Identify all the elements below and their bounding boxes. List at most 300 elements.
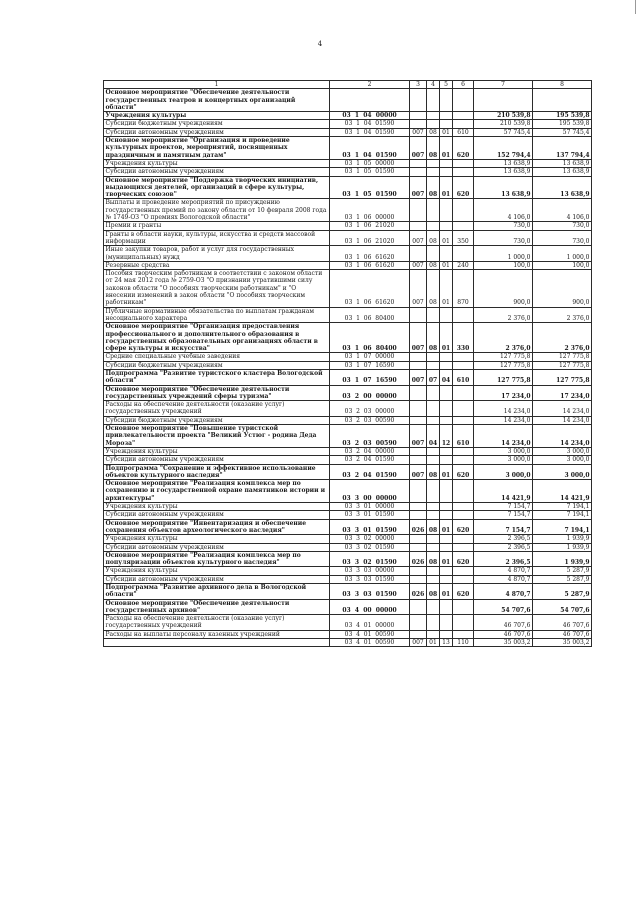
row-value7-cell: 127 775,8 <box>474 369 533 385</box>
row-code-cell <box>330 575 410 583</box>
row-col4-cell <box>427 361 440 369</box>
budget-table <box>103 80 592 647</box>
code-part: 03 <box>344 535 353 543</box>
row-value7-cell: 13 638,9 <box>474 168 533 176</box>
row-col6-cell <box>453 89 474 112</box>
row-name-cell: Основное мероприятие "Обеспечение деятельности государственных учреждений сферы туризма" <box>104 385 330 401</box>
row-col6-cell <box>453 543 474 551</box>
row-col3-cell: 026 <box>410 551 427 567</box>
table-row <box>104 222 592 230</box>
row-name-cell: Расходы на обеспечение деятельности (оказание услуг) государственных учреждений <box>104 615 330 631</box>
row-value8-cell: 137 794,4 <box>533 137 592 160</box>
row-value7-cell: 100,0 <box>474 261 533 269</box>
row-code-cell <box>330 511 410 519</box>
code-part: 3 <box>356 575 360 583</box>
code-part: 03 <box>363 591 372 599</box>
row-col6-cell: 610 <box>453 369 474 385</box>
row-col5-cell <box>440 567 453 575</box>
row-value8-cell: 127 775,8 <box>533 369 592 385</box>
code-part: 05 <box>363 191 372 199</box>
code-part: 01590 <box>375 151 397 159</box>
row-col3-cell: 007 <box>410 464 427 480</box>
code-part: 80400 <box>375 314 395 322</box>
row-name-cell: Учреждения культуры <box>104 112 330 120</box>
row-col4-cell <box>427 246 440 262</box>
row-code-cell <box>330 615 410 631</box>
row-name-cell: Расходы на обеспечение деятельности (оказание услуг) государственных учреждений <box>104 401 330 417</box>
table-row <box>104 615 592 631</box>
row-col5-cell <box>440 535 453 543</box>
table-row <box>104 89 592 112</box>
row-value7-cell: 54 707,6 <box>474 599 533 615</box>
code-part: 06 <box>363 253 372 261</box>
row-col6-cell: 620 <box>453 464 474 480</box>
table-row <box>104 543 592 551</box>
row-value8-cell: 13 638,9 <box>533 168 592 176</box>
code-part: 06 <box>363 299 372 307</box>
row-col5-cell: 01 <box>440 551 453 567</box>
code-part: 1 <box>356 361 360 369</box>
code-part: 4 <box>354 606 360 614</box>
row-value7-cell: 13 638,9 <box>474 176 533 199</box>
row-col5-cell <box>440 503 453 511</box>
row-col5-cell: 01 <box>440 176 453 199</box>
row-col6-cell: 620 <box>453 176 474 199</box>
row-col3-cell <box>410 447 427 455</box>
row-code-cell <box>330 503 410 511</box>
code-part: 2 <box>354 439 360 447</box>
code-part: 03 <box>344 639 353 647</box>
row-col5-cell <box>440 361 453 369</box>
code-part: 03 <box>344 622 353 630</box>
row-name-cell: Субсидии автономным учреждениям <box>104 575 330 583</box>
row-col4-cell <box>427 307 440 323</box>
row-col3-cell: 007 <box>410 639 427 647</box>
code-part: 3 <box>354 559 360 567</box>
code-part: 00590 <box>375 639 395 647</box>
row-col6-cell <box>453 307 474 323</box>
row-value7-cell: 730,0 <box>474 222 533 230</box>
row-value7-cell: 7 154,7 <box>474 503 533 511</box>
code-part: 03 <box>344 128 353 136</box>
code-part: 07 <box>363 377 372 385</box>
table-row <box>104 575 592 583</box>
row-code-cell <box>330 639 410 647</box>
row-code-cell <box>330 159 410 167</box>
row-col5-cell: 04 <box>440 369 453 385</box>
code-part: 01 <box>363 630 372 638</box>
row-col5-cell: 01 <box>440 270 453 307</box>
row-name-cell: Подпрограмма "Сохранение и эффективное использование объектов культурного наследия" <box>104 464 330 480</box>
row-name-cell: Публичные нормативные обязательства по выплатам гражданам несоциального характера <box>104 307 330 323</box>
row-col5-cell <box>440 480 453 503</box>
row-value8-cell: 14 234,0 <box>533 401 592 417</box>
row-col5-cell <box>440 543 453 551</box>
code-part: 03 <box>363 408 372 416</box>
row-col5-cell: 01 <box>440 128 453 136</box>
row-value8-cell: 195 539,8 <box>533 112 592 120</box>
row-col3-cell: 007 <box>410 176 427 199</box>
row-value8-cell: 127 775,8 <box>533 361 592 369</box>
code-part: 3 <box>356 511 360 519</box>
row-col5-cell <box>440 456 453 464</box>
row-col4-cell <box>427 120 440 128</box>
row-value7-cell: 900,0 <box>474 270 533 307</box>
code-part: 03 <box>344 222 353 230</box>
row-col3-cell <box>410 456 427 464</box>
row-name-cell: Основное мероприятие "Организация и проведение культурных проектов, мероприятий, посвященных праздничным и памятным датам" <box>104 137 330 160</box>
row-col4-cell: 01 <box>427 639 440 647</box>
code-part: 03 <box>342 191 351 199</box>
row-name-cell: Субсидии бюджетным учреждениям <box>104 120 330 128</box>
row-col5-cell <box>440 401 453 417</box>
row-col4-cell <box>427 89 440 112</box>
code-part: 06 <box>363 261 372 269</box>
code-part: 1 <box>356 128 360 136</box>
row-value7-cell: 127 775,8 <box>474 361 533 369</box>
row-col4-cell <box>427 535 440 543</box>
row-col5-cell: 01 <box>440 519 453 535</box>
row-col4-cell <box>427 199 440 222</box>
row-value8-cell: 4 106,0 <box>533 199 592 222</box>
table-row <box>104 199 592 222</box>
row-value7-cell: 4 870,7 <box>474 567 533 575</box>
row-name-cell: Субсидии автономным учреждениям <box>104 168 330 176</box>
row-col5-cell: 13 <box>440 639 453 647</box>
code-part: 2 <box>354 392 360 400</box>
row-value8-cell: 57 745,4 <box>533 128 592 136</box>
table-body <box>104 81 592 647</box>
row-col4-cell <box>427 353 440 361</box>
row-col5-cell <box>440 246 453 262</box>
table-row <box>104 639 592 647</box>
code-part: 4 <box>356 622 360 630</box>
row-col4-cell: 08 <box>427 128 440 136</box>
row-col4-cell <box>427 599 440 615</box>
row-value7-cell: 7 154,7 <box>474 519 533 535</box>
row-col5-cell: 01 <box>440 230 453 246</box>
row-value7-cell: 7 154,7 <box>474 511 533 519</box>
code-part: 3 <box>354 494 360 502</box>
row-col6-cell <box>453 361 474 369</box>
code-part: 3 <box>354 591 360 599</box>
code-part: 1 <box>356 222 360 230</box>
row-col3-cell <box>410 120 427 128</box>
row-col6-cell <box>453 511 474 519</box>
code-part: 03 <box>363 567 372 575</box>
row-col3-cell <box>410 353 427 361</box>
table-row <box>104 270 592 307</box>
row-code-cell <box>330 480 410 503</box>
code-part: 01590 <box>375 191 397 199</box>
row-name-cell <box>104 639 330 647</box>
row-col6-cell: 350 <box>453 230 474 246</box>
row-col6-cell <box>453 120 474 128</box>
row-value7-cell: 1 000,0 <box>474 246 533 262</box>
row-value7-cell: 46 707,6 <box>474 615 533 631</box>
code-part: 04 <box>363 120 372 128</box>
code-part: 03 <box>344 120 353 128</box>
row-col3-cell: 007 <box>410 261 427 269</box>
row-col4-cell: 04 <box>427 425 440 448</box>
code-part: 03 <box>344 253 353 261</box>
code-part: 01 <box>363 526 372 534</box>
row-col4-cell <box>427 385 440 401</box>
code-part: 04 <box>363 151 372 159</box>
code-part: 61620 <box>375 299 395 307</box>
code-part: 00 <box>363 494 372 502</box>
code-part: 03 <box>363 416 372 424</box>
row-value7-cell <box>474 89 533 112</box>
row-value7-cell: 210 539,8 <box>474 120 533 128</box>
code-part: 00 <box>363 606 372 614</box>
code-part: 02 <box>363 559 372 567</box>
table-row <box>104 137 592 160</box>
table-row <box>104 112 592 120</box>
code-part: 1 <box>354 377 360 385</box>
row-col4-cell <box>427 401 440 417</box>
code-part: 00 <box>363 392 372 400</box>
table-row <box>104 447 592 455</box>
row-code-cell <box>330 447 410 455</box>
row-col4-cell <box>427 511 440 519</box>
row-value8-cell: 46 707,6 <box>533 615 592 631</box>
code-part: 03 <box>342 151 351 159</box>
row-col6-cell <box>453 575 474 583</box>
row-col5-cell <box>440 575 453 583</box>
row-value7-cell: 4 870,7 <box>474 584 533 600</box>
code-part: 2 <box>356 416 360 424</box>
row-code-cell <box>330 270 410 307</box>
row-name-cell: Основное мероприятие "Инвентаризация и обеспечение сохранения объектов археологического наследия" <box>104 519 330 535</box>
row-col3-cell <box>410 511 427 519</box>
row-value7-cell: 4 106,0 <box>474 199 533 222</box>
row-col5-cell: 01 <box>440 323 453 353</box>
row-value8-cell: 5 287,9 <box>533 584 592 600</box>
table-row <box>104 425 592 448</box>
code-part: 03 <box>363 439 372 447</box>
code-part: 61620 <box>375 253 395 261</box>
code-part: 21020 <box>375 237 395 245</box>
table-row <box>104 630 592 638</box>
code-part: 03 <box>344 159 353 167</box>
table-row <box>104 401 592 417</box>
code-part: 03 <box>344 456 353 464</box>
row-code-cell <box>330 456 410 464</box>
row-value8-cell: 1 939,9 <box>533 543 592 551</box>
row-col3-cell <box>410 599 427 615</box>
row-col5-cell: 01 <box>440 261 453 269</box>
row-col5-cell <box>440 385 453 401</box>
row-col3-cell <box>410 222 427 230</box>
row-value8-cell: 3 000,0 <box>533 447 592 455</box>
code-part: 1 <box>356 299 360 307</box>
row-code-cell <box>330 425 410 448</box>
row-name-cell: Основное мероприятие "Поддержка творческих инициатив, выдающихся деятелей, организаций в сфере культуры, творческих союзов" <box>104 176 330 199</box>
row-col3-cell <box>410 159 427 167</box>
code-part: 00590 <box>375 630 395 638</box>
code-part: 06 <box>363 214 372 222</box>
row-code-cell <box>330 535 410 543</box>
row-col5-cell <box>440 199 453 222</box>
row-col6-cell <box>453 416 474 424</box>
code-part: 06 <box>363 237 372 245</box>
table-row <box>104 511 592 519</box>
row-name-cell: Основное мероприятие "Обеспечение деятельности государственных театров и концертных организаций области" <box>104 89 330 112</box>
code-part: 1 <box>356 261 360 269</box>
row-col3-cell <box>410 246 427 262</box>
row-col3-cell <box>410 361 427 369</box>
row-col4-cell: 08 <box>427 323 440 353</box>
row-value7-cell: 4 870,7 <box>474 575 533 583</box>
row-col5-cell <box>440 112 453 120</box>
code-part: 01590 <box>375 168 395 176</box>
code-part: 1 <box>356 253 360 261</box>
header-cell: 3 <box>410 81 427 89</box>
row-col3-cell <box>410 535 427 543</box>
code-part: 1 <box>356 353 360 361</box>
row-code-cell <box>330 543 410 551</box>
row-name-cell: Подпрограмма "Развитие туристского кластера Вологодской области" <box>104 369 330 385</box>
row-value8-cell: 14 234,0 <box>533 416 592 424</box>
code-part: 2 <box>354 471 360 479</box>
row-value7-cell: 730,0 <box>474 230 533 246</box>
row-col6-cell <box>453 168 474 176</box>
row-value7-cell: 127 775,8 <box>474 353 533 361</box>
table-row <box>104 584 592 600</box>
row-code-cell <box>330 112 410 120</box>
code-part: 01590 <box>375 456 395 464</box>
row-value7-cell: 2 396,5 <box>474 543 533 551</box>
row-col3-cell: 026 <box>410 519 427 535</box>
table-row <box>104 551 592 567</box>
row-name-cell: Субсидии бюджетным учреждениям <box>104 416 330 424</box>
table-row <box>104 307 592 323</box>
code-part: 03 <box>344 361 353 369</box>
row-col5-cell <box>440 615 453 631</box>
code-part: 00590 <box>375 416 395 424</box>
row-code-cell <box>330 519 410 535</box>
code-part: 03 <box>342 606 351 614</box>
table-row <box>104 128 592 136</box>
code-part: 00000 <box>375 408 395 416</box>
row-col4-cell <box>427 543 440 551</box>
code-part: 06 <box>363 222 372 230</box>
row-col4-cell: 08 <box>427 176 440 199</box>
row-col4-cell <box>427 222 440 230</box>
row-value8-cell: 2 376,0 <box>533 307 592 323</box>
row-code-cell <box>330 584 410 600</box>
code-part: 03 <box>344 575 353 583</box>
code-part: 00000 <box>375 622 395 630</box>
row-value7-cell: 2 396,5 <box>474 535 533 543</box>
code-part: 03 <box>344 168 353 176</box>
row-value8-cell: 7 194,1 <box>533 503 592 511</box>
code-part: 4 <box>356 630 360 638</box>
row-code-cell <box>330 567 410 575</box>
row-name-cell: Основное мероприятие "Организация предоставления профессионального и дополнительного образования в государственных образовательных организациях области в сфере культуры и искусства" <box>104 323 330 353</box>
row-col6-cell <box>453 447 474 455</box>
row-name-cell: Основное мероприятие "Реализация комплекса мер по сохранению и государственной охране памятников истории и архитектуры" <box>104 480 330 503</box>
header-cell: 2 <box>330 81 410 89</box>
table-row <box>104 168 592 176</box>
code-part: 03 <box>344 503 353 511</box>
row-col6-cell: 870 <box>453 270 474 307</box>
row-value8-cell: 13 638,9 <box>533 159 592 167</box>
table-row <box>104 261 592 269</box>
row-col6-cell: 330 <box>453 323 474 353</box>
row-col6-cell <box>453 503 474 511</box>
row-value8-cell: 46 707,6 <box>533 630 592 638</box>
code-part: 03 <box>344 214 353 222</box>
row-name-cell: Средние специальные учебные заведения <box>104 353 330 361</box>
table-row <box>104 456 592 464</box>
row-col6-cell <box>453 199 474 222</box>
row-value7-cell: 14 234,0 <box>474 401 533 417</box>
row-code-cell <box>330 261 410 269</box>
code-part: 1 <box>356 314 360 322</box>
code-part: 03 <box>342 471 351 479</box>
row-col4-cell <box>427 416 440 424</box>
header-cell: 6 <box>453 81 474 89</box>
code-part: 04 <box>363 456 372 464</box>
row-name-cell: Учреждения культуры <box>104 447 330 455</box>
code-part: 00000 <box>375 159 395 167</box>
row-code-cell <box>330 369 410 385</box>
row-col4-cell <box>427 447 440 455</box>
row-value8-cell: 3 000,0 <box>533 464 592 480</box>
row-col6-cell: 620 <box>453 137 474 160</box>
row-value7-cell: 35 003,2 <box>474 639 533 647</box>
row-value7-cell: 3 000,0 <box>474 456 533 464</box>
table-row <box>104 503 592 511</box>
code-part: 4 <box>356 639 360 647</box>
code-part: 01590 <box>375 591 397 599</box>
row-col3-cell <box>410 543 427 551</box>
code-part: 01590 <box>375 120 395 128</box>
code-part: 2 <box>356 447 360 455</box>
code-part: 03 <box>342 526 351 534</box>
row-col6-cell <box>453 456 474 464</box>
code-part: 80400 <box>375 345 397 353</box>
code-part: 01 <box>363 622 372 630</box>
code-part: 04 <box>363 128 372 136</box>
row-value8-cell <box>533 89 592 112</box>
row-code-cell <box>330 246 410 262</box>
table-row <box>104 385 592 401</box>
row-col4-cell <box>427 168 440 176</box>
row-value7-cell: 14 234,0 <box>474 416 533 424</box>
row-col6-cell: 610 <box>453 128 474 136</box>
code-part: 02 <box>363 535 372 543</box>
code-part: 05 <box>363 159 372 167</box>
row-value8-cell: 7 194,1 <box>533 511 592 519</box>
row-value8-cell: 5 287,9 <box>533 567 592 575</box>
table-row <box>104 369 592 385</box>
code-part: 16590 <box>375 377 397 385</box>
row-col5-cell: 12 <box>440 425 453 448</box>
table-row <box>104 567 592 575</box>
row-value7-cell: 57 745,4 <box>474 128 533 136</box>
row-col3-cell: 007 <box>410 369 427 385</box>
row-value8-cell: 14 234,0 <box>533 425 592 448</box>
row-code-cell <box>330 416 410 424</box>
row-col4-cell <box>427 456 440 464</box>
row-col6-cell: 610 <box>453 425 474 448</box>
row-col5-cell <box>440 120 453 128</box>
row-value8-cell: 35 003,2 <box>533 639 592 647</box>
table-row <box>104 246 592 262</box>
